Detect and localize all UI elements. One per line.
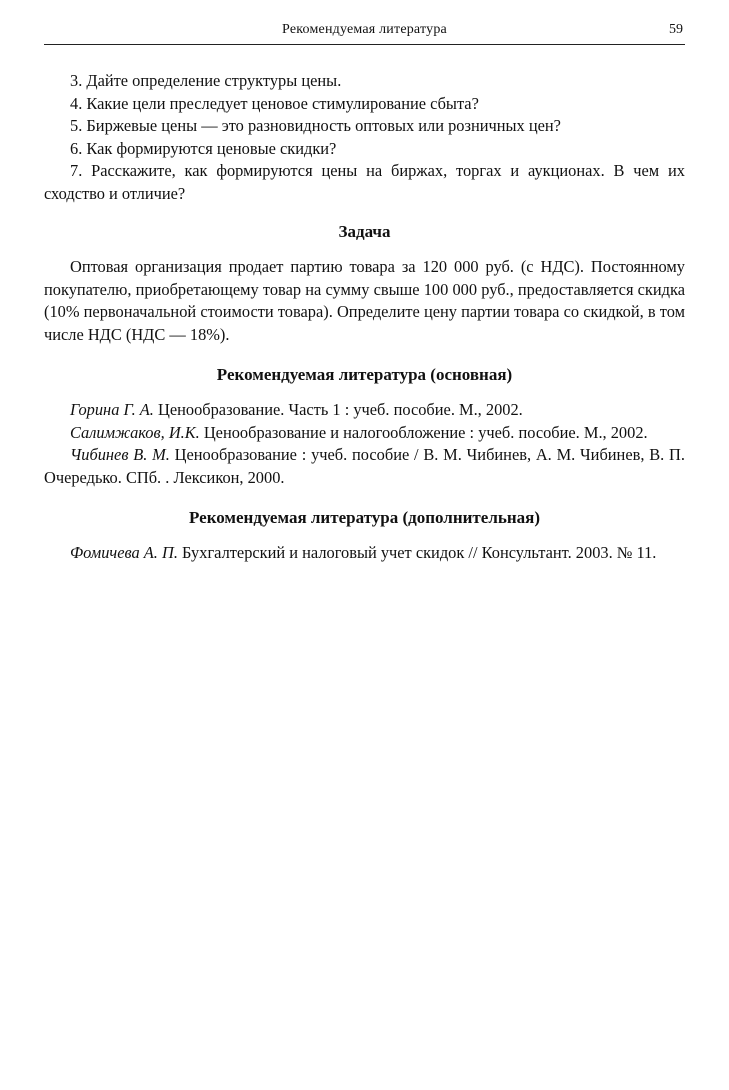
- question-item: 6. Как формируются ценовые скидки?: [70, 138, 337, 158]
- reference-text: Ценообразование. Часть 1 : учеб. пособие. М., 2002.: [153, 400, 523, 419]
- reference-entry: [44, 399, 685, 422]
- question-item: 7. Расскажите, как формируются цены на биржах, торгах и аукционах. В чем их сходство и отличие?: [44, 161, 685, 203]
- reference-entry: [44, 444, 685, 489]
- reference-author: Чибинев В. М.: [70, 445, 170, 464]
- reference-text: Ценообразование и налогообложение : учеб. пособие. М., 2002.: [199, 422, 648, 442]
- reference-text: Ценообразование : учеб. пособие / В. М. Чибинев, А. М. Чибинев, В. П. Очередько. СПб. . Лексикон, 2000.: [44, 445, 685, 487]
- task-text: Оптовая организация продает партию товара за 120 000 руб. (с НДС). Постоянному покупателю, приобретающему товар на сумму свыше 100 000 руб., предоставляется скидка (10% первоначальной стоимости товара). Определите цену партии товара со скидкой, в том числе НДС (НДС — 18%).: [44, 257, 685, 344]
- reference-text: Бухгалтерский и налоговый учет скидок // Консультант. 2003. № 11.: [177, 543, 657, 562]
- reference-entry: [44, 422, 685, 445]
- question-item: 3. Дайте определение структуры цены.: [70, 71, 342, 90]
- running-title: Рекомендуемая литература: [282, 22, 447, 37]
- page-number: 59: [669, 22, 683, 37]
- main-literature-heading: Рекомендуемая литература (основная): [216, 365, 513, 384]
- reference-entry: [44, 542, 685, 565]
- reference-author: Горина Г. А.: [70, 400, 154, 419]
- running-header: [44, 0, 685, 45]
- page-content: [44, 45, 685, 565]
- additional-literature-heading: Рекомендуемая литература (дополнительная): [188, 508, 540, 527]
- reference-author: Фомичева А. П.: [70, 543, 178, 562]
- task-heading: Задача: [338, 222, 391, 241]
- reference-author: Салимжаков, И.К.: [70, 422, 200, 442]
- book-page: [44, 0, 685, 565]
- question-item: 5. Биржевые цены — это разновидность оптовых или розничных цен?: [70, 116, 561, 135]
- question-item: 4. Какие цели преследует ценовое стимулирование сбыта?: [70, 93, 479, 113]
